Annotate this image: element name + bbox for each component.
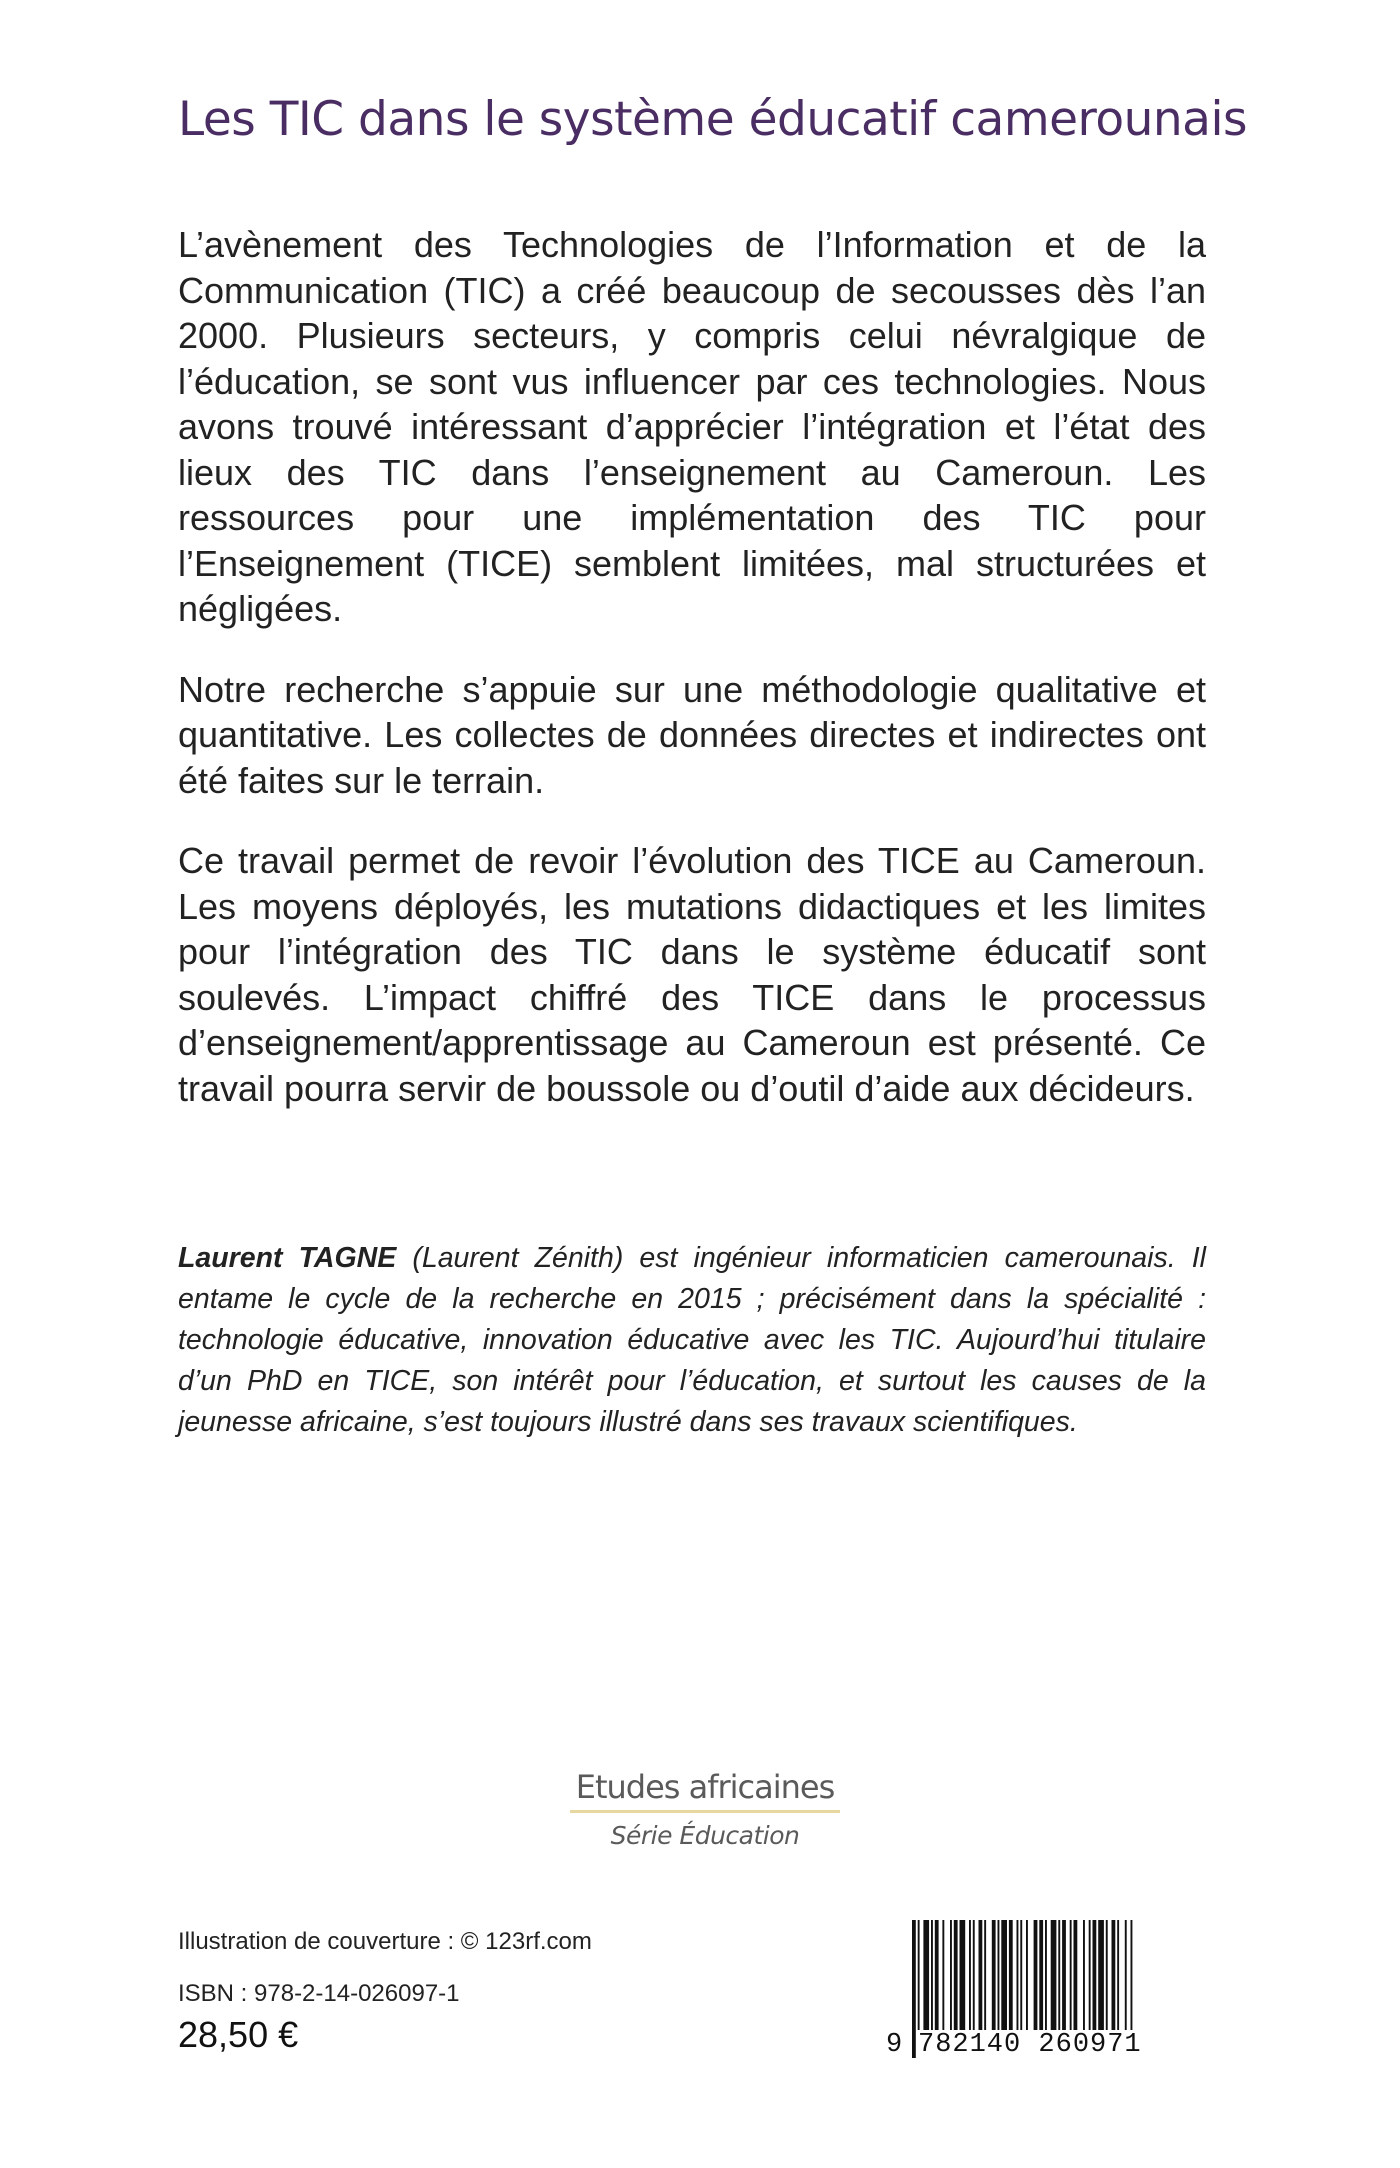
barcode-bar <box>998 1920 1000 2032</box>
barcode-bar <box>1039 1920 1043 2032</box>
series-name: Etudes africaines <box>570 1768 840 1813</box>
barcode-bar <box>950 1920 952 2032</box>
barcode-bar <box>1093 1920 1097 2032</box>
barcode-bar <box>1112 1920 1116 2032</box>
price: 28,50 € <box>178 2014 299 2055</box>
barcode-bar <box>935 1920 939 2032</box>
barcode-bar <box>954 1920 958 2032</box>
summary <box>178 222 1206 1146</box>
barcode-bar <box>984 1920 986 2032</box>
series-logo <box>570 1768 840 1850</box>
barcode-bar <box>923 1920 929 2032</box>
barcode-bar <box>1106 1920 1108 2032</box>
barcode-bar <box>1117 1920 1119 2032</box>
barcode-bar <box>1083 1920 1085 2032</box>
barcode-bar <box>1062 1920 1066 2032</box>
barcode-bar <box>1098 1920 1104 2032</box>
barcode-bar <box>1125 1920 1127 2032</box>
barcode-number: 782140 260971 <box>918 2030 1142 2060</box>
barcode-bar <box>1001 1920 1007 2032</box>
barcode-bar <box>1051 1920 1057 2032</box>
author-bio <box>178 1238 1206 1443</box>
illustration-credit: Illustration de couverture : © 123rf.com <box>178 1928 592 1955</box>
barcode-bar <box>1074 1920 1078 2032</box>
barcode-bar <box>969 1920 971 2032</box>
isbn: ISBN : 978-2-14-026097-1 <box>178 1980 460 2007</box>
barcode-bar <box>931 1920 933 2032</box>
author-name: Laurent TAGNE <box>178 1242 397 1274</box>
barcode-bar <box>960 1920 966 2032</box>
barcode-first-digit: 9 <box>886 2030 904 2060</box>
barcode-bar <box>992 1920 996 2032</box>
subseries-name: Série Éducation <box>610 1821 800 1850</box>
barcode-bar <box>1058 1920 1060 2032</box>
book-title: Les TIC dans le système éducatif camerounais <box>178 92 1248 147</box>
barcode-bar <box>1070 1920 1072 2032</box>
barcode-bar <box>973 1920 975 2032</box>
barcode-bar <box>979 1920 983 2032</box>
barcode-bar <box>1045 1920 1047 2032</box>
barcode-bar <box>942 1920 944 2032</box>
author-bio-text: (Laurent Zénith) est ingénieur informaticien camerounais. Il entame le cycle de la recherche en 2015 ; précisément dans la spécialité : technologie éducative, innovation éducative avec les TIC. Aujourd’hui titulaire d’un PhD en TICE, son intérêt pour l’éducation, et surtout les causes de la jeunesse africaine, s’est toujours illustré dans ses travaux scientifiques. <box>178 1242 1207 1438</box>
summary-paragraph-2: Notre recherche s’appuie sur une méthodologie qualitative et quantitative. Les collectes de données directes et indirectes ont été faites sur le terrain. <box>178 668 1206 801</box>
barcode-bar <box>1017 1920 1019 2032</box>
barcode-bar <box>1034 1920 1038 2032</box>
barcode-bar <box>1009 1920 1013 2032</box>
barcode-bar <box>1089 1920 1091 2032</box>
summary-paragraph-3: Ce travail permet de revoir l’évolution des TICE au Cameroun. Les moyens déployés, les mutations didactiques et les limites pour l’intégration des TIC dans le système éducatif sont soulevés. L’impact chiffré des TICE dans le processus d’enseignement/apprentissage au Cameroun est présenté. Ce travail pourra servir de boussole ou d’outil d’aide aux décideurs. <box>178 840 1206 1109</box>
summary-paragraph-1: L’avènement des Technologies de l’Information et de la Communication (TIC) a créé beaucoup de secousses dès l’an 2000. Plusieurs secteurs, y compris celui névralgique de l’éducation, se sont vus influencer par ces technologies. Nous avons trouvé intéressant d’apprécier l’intégration et l’état des lieux des TIC dans l’enseignement au Cameroun. Les ressources pour une implémentation des TIC pour l’Enseignement (TICE) semblent limitées, mal structurées et négligées. <box>178 224 1206 629</box>
